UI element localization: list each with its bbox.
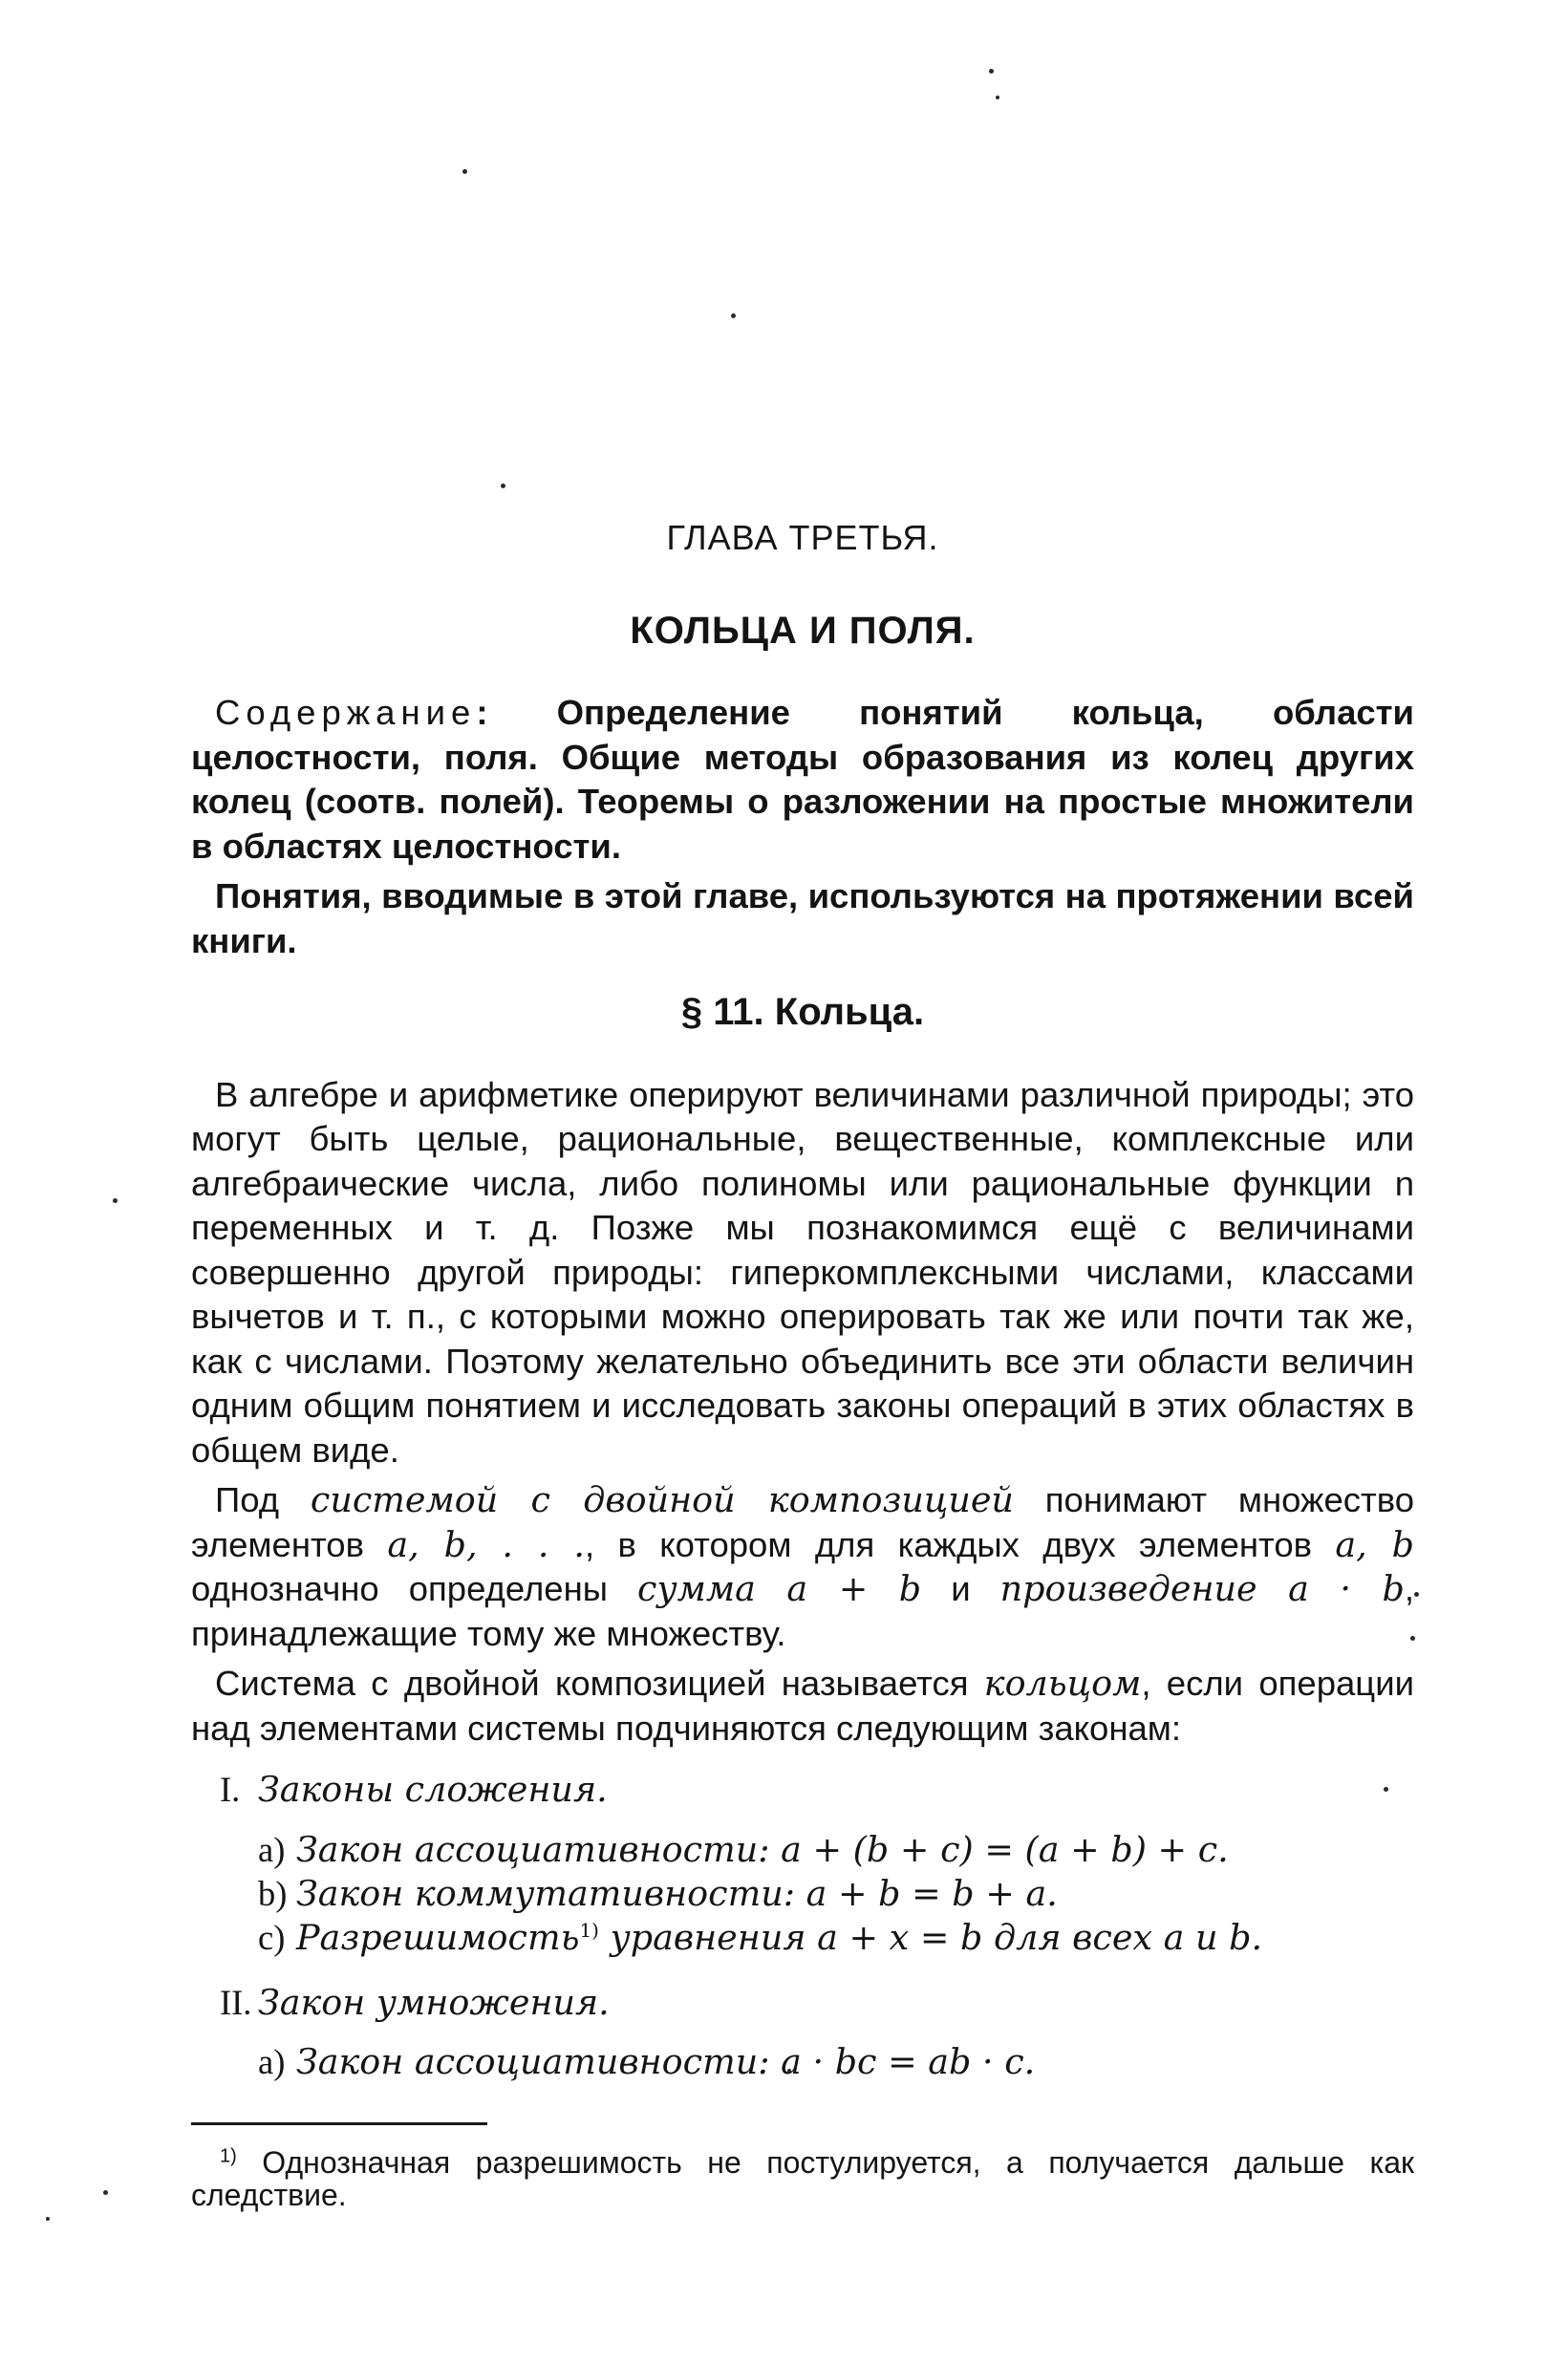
law-item <box>258 1916 1414 1960</box>
text-run: понимают множество элементов <box>191 1480 1415 1564</box>
law-item <box>258 2040 1414 2084</box>
law-formula: a + b = b + a. <box>805 1872 1058 1914</box>
scan-speck <box>501 484 505 488</box>
footnote-reference[interactable]: 1) <box>579 1918 599 1942</box>
term-product: произведение a · b <box>999 1568 1405 1609</box>
scan-speck <box>113 1198 118 1203</box>
paragraph-definition-ring <box>191 1662 1414 1751</box>
law-item <box>258 1828 1414 1872</box>
scan-speck <box>996 96 999 99</box>
law-group-title: Законы сложения. <box>258 1769 608 1810</box>
law-group-heading <box>220 1981 1414 2026</box>
law-numeral: I. <box>220 1770 241 1809</box>
term-system: системой с двойной композицией <box>310 1479 1014 1520</box>
law-formula: a · bc = ab · c. <box>781 2041 1036 2082</box>
scan-speck <box>103 2190 108 2195</box>
text-run: , принадлежащие тому же множеству. <box>191 1569 1415 1653</box>
contents-note: Понятия, вводимые в этой главе, используются на протяжении всей книги. <box>191 876 1414 960</box>
law-group-multiplication <box>191 1981 1414 2085</box>
law-item <box>258 1872 1414 1916</box>
term-ring: кольцом <box>983 1663 1142 1704</box>
scan-speck <box>731 313 736 318</box>
law-group-title: Закон умножения. <box>258 1981 610 2023</box>
paragraph-intro: В алгебре и арифметике оперируют величинами различной природы; это могут быть целые, рациональные, вещественные, комплексные или алгебраические числа, либо полиномы или рациональные функции n переменных и т. д. Позже мы познакомимся ещё с величинами совершенно другой природы: гиперкомплексными числами, классами вычетов и т. п., с которыми можно оперировать так же или почти так же, как с числами. Поэтому желательно объединить все эти области величин одним общим понятием и исследовать законы операций в этих областях в общем виде. <box>191 1074 1414 1470</box>
law-name: Разрешимость <box>296 1916 580 1958</box>
text-run: , если операции над элементами системы подчиняются следующим законам: <box>191 1664 1414 1748</box>
law-formula: a + (b + c) = (a + b) + c. <box>781 1828 1229 1870</box>
paragraph-definition-system <box>191 1478 1414 1656</box>
text-run: Система с двойной композицией называется <box>215 1664 984 1703</box>
law-letter: a) <box>258 1829 286 1869</box>
law-letter: c) <box>258 1917 286 1957</box>
contents-text: : Определение понятий кольца, области целостности, поля. Общие методы образования из колец других колец (соотв. полей). Теоремы о разложении на простые множители в областях целостности. <box>191 693 1414 866</box>
text-run: , в котором для каждых двух элементов <box>584 1524 1336 1564</box>
scan-speck <box>46 2217 50 2221</box>
law-group-addition <box>191 1768 1414 1960</box>
text-run: однозначно определены <box>191 1569 638 1608</box>
contents-heading: Содержание <box>215 693 477 732</box>
law-letter: b) <box>258 1873 288 1913</box>
scan-speck <box>989 69 994 74</box>
book-page <box>191 516 1414 2211</box>
text-run: и <box>921 1569 1000 1608</box>
contents-summary <box>191 691 1414 869</box>
law-numeral: II. <box>220 1982 252 2022</box>
scan-speck <box>462 169 467 174</box>
chapter-title: КОЛЬЦА И ПОЛЯ. <box>630 609 976 652</box>
section-body <box>191 1073 1414 1752</box>
math-elements: a, b, . . . <box>387 1523 585 1565</box>
scan-speck <box>1414 1592 1419 1597</box>
footnote <box>191 2146 1414 2211</box>
law-letter: a) <box>258 2042 286 2081</box>
chapter-contents <box>191 691 1414 963</box>
math-pair: a, b <box>1335 1523 1415 1565</box>
footnote-divider <box>191 2122 487 2125</box>
footnote-text: Однозначная разрешимость не постулируется, а получается дальше как следствие. <box>191 2145 1414 2212</box>
law-group-heading <box>220 1768 1414 1813</box>
law-name: Закон коммутативности: <box>296 1872 795 1914</box>
term-sum: сумма a + b <box>637 1568 922 1609</box>
text-run: Под <box>215 1480 311 1519</box>
law-formula: уравнения a + x = b для всех a и b. <box>610 1916 1263 1958</box>
footnote-mark: 1) <box>220 2145 237 2167</box>
chapter-label: ГЛАВА ТРЕТЬЯ. <box>666 518 939 557</box>
law-name: Закон ассоциативности: <box>296 2041 770 2082</box>
section-title: § 11. Кольца. <box>680 991 925 1033</box>
law-name: Закон ассоциативности: <box>296 1828 770 1870</box>
